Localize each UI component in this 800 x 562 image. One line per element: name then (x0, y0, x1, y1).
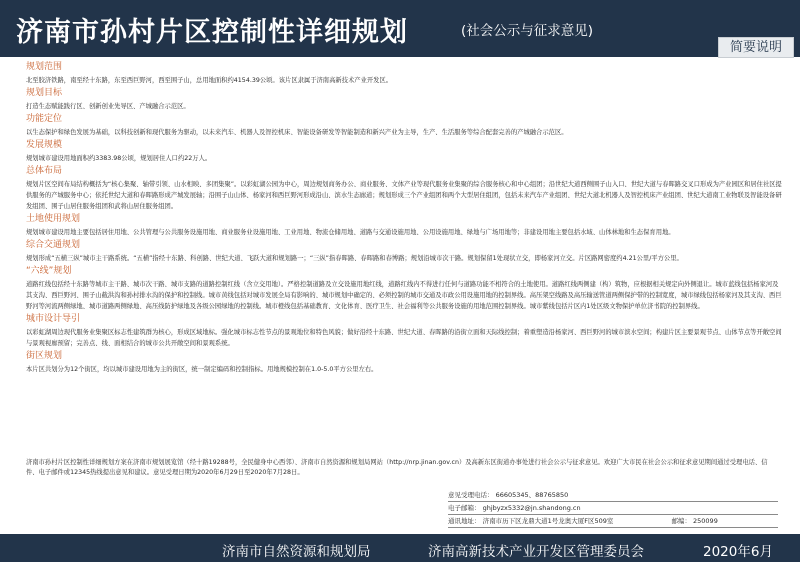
section-title: 城市设计导引 (26, 314, 81, 324)
section-title: 发展规模 (26, 140, 63, 150)
section-block-planning (26, 351, 784, 375)
address-value: 济南市历下区龙鼎大道1号龙奥大厦F区509室 (482, 517, 614, 525)
footer-banner (0, 534, 800, 562)
section-body: 北至胶济铁路，南至经十东路，东至西巨野河，西至围子山，总用地面积约4154.39公顷。该片区隶属于济南高新技术产业开发区。 (26, 77, 393, 84)
email-value[interactable]: ghjbyzx5332@jn.shandong.cn (482, 504, 581, 512)
contact-email-row (448, 503, 778, 515)
section-title: “六线”规划 (26, 266, 72, 276)
page-title: 济南市孙村片区控制性详细规划 (16, 17, 408, 48)
section-transportation (26, 240, 784, 264)
contact-info (448, 490, 778, 529)
section-body: 规划片区空间布局结构概括为“核心集聚、轴带引领、山水相映、多团集聚”。以彩虹湖公园为中心，周边规划商务办公、商业服务、文体产业等现代服务业集聚的综合服务核心和中心组团；沿世纪大道西侧围子山入口、世纪大道与春晖路交叉口形成为产业园区和居住社区提供服务的产城服务中心；依托世纪大道和春晖路形成产城发展轴；沿围子山山体、杨家河和西巨野河形成沿山、滨水生态廊道；规划形成三个产业组团和两个大型居住组团，包括未来汽车产业组团、世纪大道北机器人及智控机床产业组团、世纪大道南工业物联及智能设备研发组团、围子山居住服务组团和武将山居住服务组团。 (26, 181, 782, 210)
plan-content (26, 62, 784, 377)
section-title: 规划目标 (26, 88, 63, 98)
contact-phone-row (448, 490, 778, 502)
section-overall-layout (26, 166, 784, 212)
section-title: 综合交通规划 (26, 240, 81, 250)
page-subtitle: (社会公示与征求意见) (461, 23, 594, 39)
section-title: 功能定位 (26, 114, 63, 124)
email-label: 电子邮箱： (448, 504, 481, 512)
section-development-scale (26, 140, 784, 164)
postcode-label: 邮编： (671, 517, 691, 525)
phone-value: 66605345、88765850 (495, 491, 569, 499)
address-label: 通讯地址： (448, 517, 481, 525)
section-body: 道路红线包括经十东路等城市主干路、城市次干路、城市支路的道路控制红线（含立交用地）。严格控制道路及立交设施用地红线，道路红线内不得进行任何与道路功能不相符合的土地使用。道路红线两侧建（构）筑物，应根据相关规定向外侧退让。城市蓝线包括杨家河及其支沟、西巨野河、围子山截洪沟和孙村排水沟的保护和控制线。城市黄线包括对城市发展全局有影响的、城市规划中确定的、必须控制的城市交通及市政公用设施用地的控制界线。高压架空线路及高压输送管道两侧保护带的控制宽度，城市绿线包括杨家河及其支沟、西巨野河等河流两侧绿地、城市道路两侧绿地、高压线防护绿地及各级公园绿地的控制线。城市橙线包括基础教育、文化体育、医疗卫生、社会福利等公共服务设施的用地范围控制界线。城市紫线包括片区内1处区级文物保护单位济书院的控制界线。 (26, 281, 782, 310)
section-title: 总体布局 (26, 166, 63, 176)
section-planning-goal (26, 88, 784, 112)
footer-org-high-tech-zone: 济南高新技术产业开发区管理委员会 (428, 544, 644, 560)
section-six-lines (26, 266, 784, 312)
public-notice-paragraph: 济南市孙村片区控制性详细规划方案在济南市规划展览馆（经十路19288号，全民健身中心西邻）、济南市自然资源和规划局网站（http://nrp.jinan.gov.cn）及高新东区街道办事处进行社会公示与征求意见。欢迎广大市民在社会公示和征求意见期间通过受理电话、信件、电子邮件或12345热线提出意见和建议。意见受理日期为2020年6月29日至2020年7月28日。 (26, 459, 768, 476)
section-title: 规划范围 (26, 62, 63, 72)
section-body: 规划城市建设用地主要包括居住用地、公共管理与公共服务设施用地、商业服务业设施用地、工业用地、物流仓储用地、道路与交通设施用地、公用设施用地、绿地与广场用地等；非建设用地主要包括水域、山体林地和生态保育用地。 (26, 229, 675, 236)
section-title: 街区规划 (26, 351, 63, 361)
section-planning-scope (26, 62, 784, 86)
section-body: 以彩虹湖周边现代服务业集聚区标志性建筑群为核心，形成区域地标。强化城市标志性节点的景观地位和特色风貌；做好沿经十东路、世纪大道、春晖路的沿街立面和天际线控制；着重塑造沿杨家河、西巨野河的城市滨水空间；构建片区主要景观节点、山体节点等开敞空间与景观视廊预留；完善点、线、面相结合的城市公共开敞空间和景观系统。 (26, 329, 782, 347)
brief-description-tag: 简要说明 (718, 37, 794, 58)
section-body: 本片区共划分为12个街区，均以城市建设用地为主的街区，统一制定编码和控制指标。用地规模控制在1.0-5.0平方公里左右。 (26, 366, 378, 373)
postcode-value: 250099 (693, 517, 718, 525)
footer-date: 2020年6月 (703, 544, 773, 560)
section-land-use (26, 214, 784, 238)
section-function-positioning (26, 114, 784, 138)
header-banner (0, 0, 800, 57)
phone-label: 意见受理电话： (448, 491, 494, 499)
section-body: 打造生态赋能践行区、创新创业先导区、产城融合示范区。 (26, 103, 190, 110)
contact-address-row (448, 516, 778, 528)
section-urban-design (26, 314, 784, 349)
section-body: 规划形成“五横三纵”城市主干路系统。“五横”指经十东路、科创路、世纪大道、飞跃大道和规划路一；“三纵”指春晖路、春晖路和春博路；规划沿城市次干路。规划保留1处现状立交，即杨家河立交。片区路网密度约4.21公里/平方公里。 (26, 255, 683, 262)
footer-org-natural-resources: 济南市自然资源和规划局 (222, 544, 371, 560)
section-body: 以生态保护和绿色发展为基础，以科技创新和现代服务为驱动，以未来汽车、机器人及智控机床、智能设备研发等智能制造和新兴产业为主导，生产、生活服务等综合配套完善的产城融合示范区。 (26, 129, 568, 136)
section-body: 规划城市建设用地面积约3383.98公顷，规划居住人口约22万人。 (26, 155, 212, 162)
section-title: 土地使用规划 (26, 214, 81, 224)
